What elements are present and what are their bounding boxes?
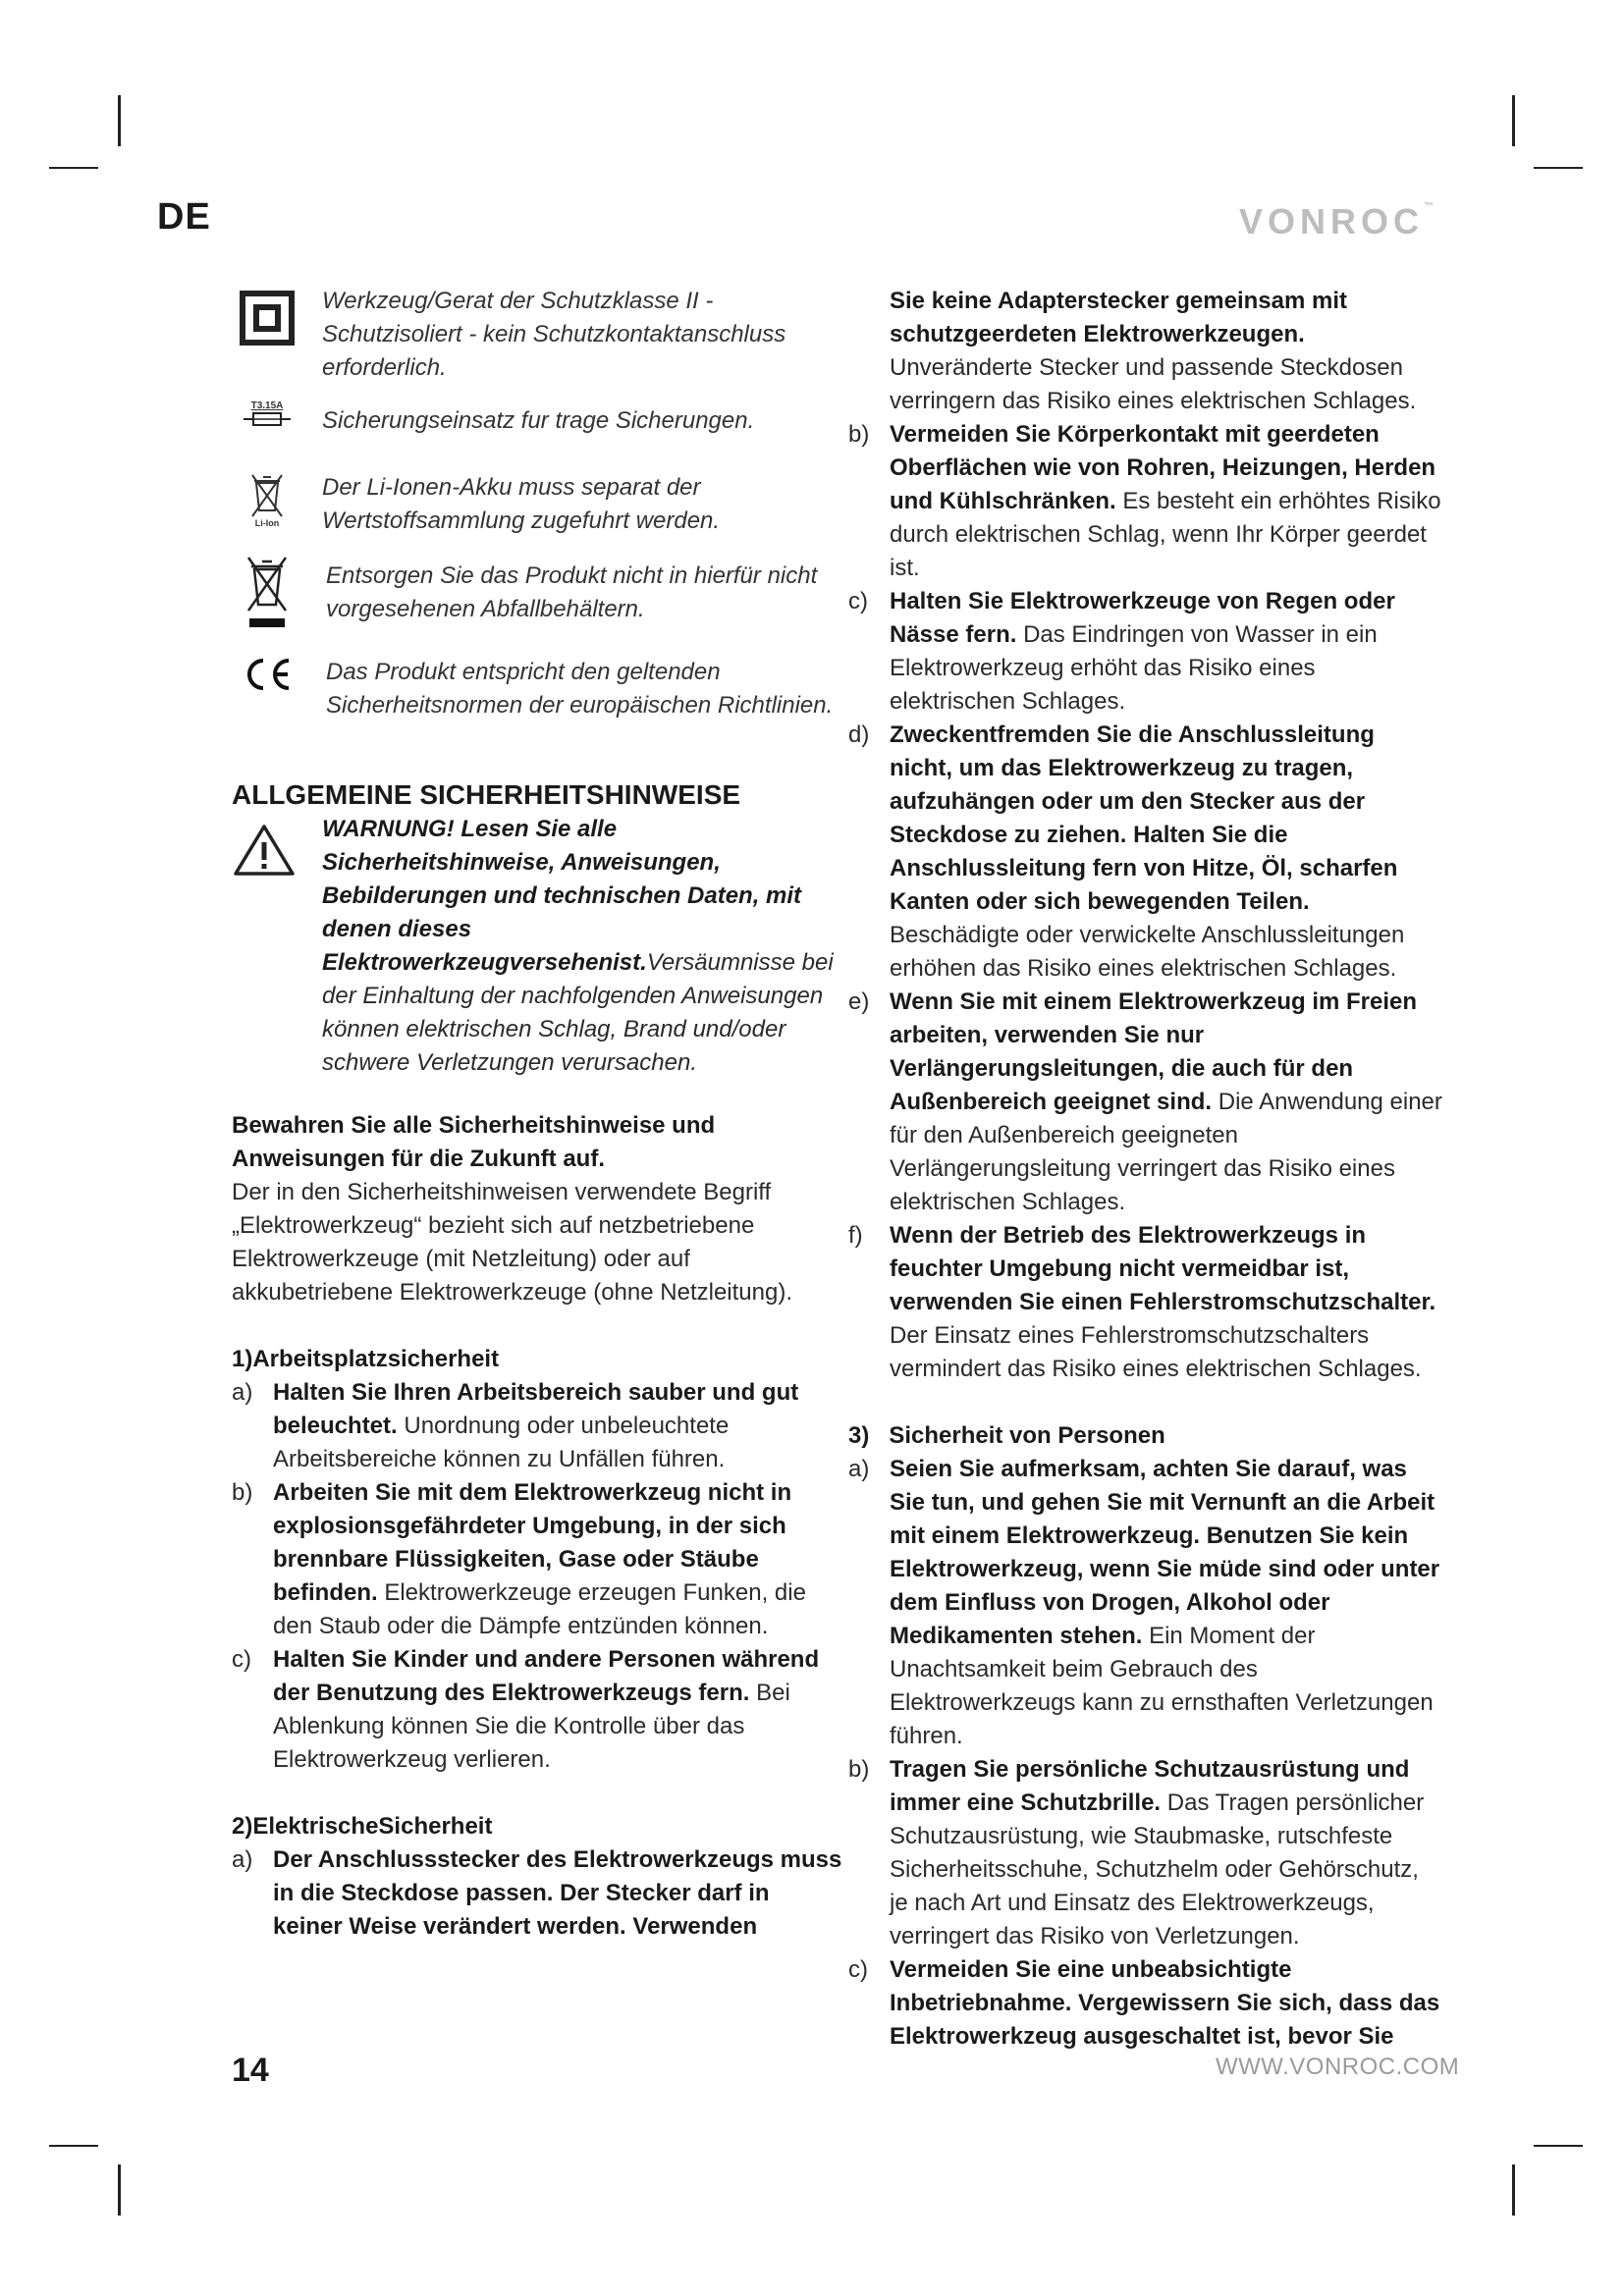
section-3: [848, 1419, 1443, 2054]
symbol-text: Sicherungseinsatz fur trage Sicherungen.: [322, 407, 755, 434]
item-text: Das Tragen persönlicher Schutzausrüstung, wie Staubmaske, rutschfeste Sicherheitsschuhe, Schutzhelm oder Gehörschutz, je nach Art und Einsatz des Elektrowerkzeugs, verringert das Risiko von Verletzungen.: [890, 1789, 1425, 1949]
list-item: [848, 418, 1443, 585]
list-item: [848, 1453, 1443, 1753]
symbol-row: [232, 471, 844, 560]
section-title: 2)ElektrischeSicherheit: [232, 1813, 493, 1840]
item-bold: Der Anschlussstecker des Elektrowerkzeugs muss in die Steckdose passen. Der Stecker darf in keiner Weise verändert werden. Verwenden: [273, 1846, 842, 1940]
item-marker: b): [848, 421, 870, 448]
item-text: Bei Ablenkung können Sie die Kontrolle über das Elektrowerkzeug verlieren.: [273, 1680, 790, 1773]
list-item: [848, 986, 1443, 1219]
item-marker: b): [848, 1756, 870, 1783]
item-text: Es besteht ein erhöhtes Risiko durch elektrischen Schlag, wenn Ihr Körper geerdet ist.: [890, 488, 1441, 581]
keep-bold: Bewahren Sie alle Sicherheitshinweise und Anweisungen für die Zukunft auf.: [232, 1112, 716, 1172]
list-item: [848, 1219, 1443, 1386]
symbol-row: [232, 656, 844, 754]
crop-mark: [118, 2164, 121, 2216]
item-text: Das Eindringen von Wasser in ein Elektrowerkzeug erhöht das Risiko eines elektrischen Schlages.: [890, 621, 1378, 715]
item-text: Unveränderte Stecker und passende Steckdosen verringern das Risiko eines elektrischen Schlages.: [890, 354, 1417, 414]
item-marker: a): [232, 1846, 253, 1873]
list-item: [232, 1376, 844, 1476]
item-marker: d): [848, 721, 870, 748]
list-item-continued: [848, 285, 1443, 418]
item-bold: Seien Sie aufmerksam, achten Sie darauf, was Sie tun, und gehen Sie mit Vernunft an die Arbeit mit einem Elektrowerkzeug. Benutzen Sie kein Elektrowerkzeug, wenn Sie müde sind oder unter dem Einfluss von Drogen, Alkohol oder Medikamenten stehen.: [890, 1456, 1440, 1649]
item-marker: b): [232, 1479, 253, 1506]
symbol-text: Der Li-Ionen-Akku muss separat der Wertstoffsammlung zugefuhrt werden.: [322, 474, 721, 534]
fuse-icon: [232, 400, 302, 427]
item-marker: c): [232, 1646, 251, 1673]
item-bold: Halten Sie Elektrowerkzeuge von Regen oder Nässe fern.: [890, 588, 1395, 648]
item-bold: Zweckentfremden Sie die Anschlussleitung nicht, um das Elektrowerkzeug zu tragen, aufzuhängen oder um den Stecker aus der Steckdose zu ziehen. Halten Sie die Anschlussleitung fern von Hitze, Öl, scharfen Kanten oder sich bewegenden Teilen.: [890, 721, 1398, 915]
keep-instructions: [232, 1109, 844, 1309]
item-marker: e): [848, 988, 870, 1015]
trademark: ™: [1424, 201, 1435, 212]
li-ion-label: Li-Ion: [254, 518, 280, 528]
crop-mark: [49, 167, 98, 169]
keep-text: Der in den Sicherheitshinweisen verwendete Begriff „Elektrowerkzeug“ bezieht sich auf netzbetriebene Elektrowerkzeuge (mit Netzleitung) oder auf akkubetriebene Elektrowerkzeuge (ohne Netzleitung).: [232, 1179, 792, 1306]
crop-mark: [1512, 2164, 1515, 2216]
symbol-text: Das Produkt entspricht den geltenden Sicherheitsnormen der europäischen Richtlinien.: [326, 659, 834, 719]
warning-triangle-icon: [232, 823, 297, 887]
list-item: [848, 585, 1443, 719]
brand-logo: [1239, 201, 1434, 242]
item-bold: Wenn der Betrieb des Elektrowerkzeugs in feuchter Umgebung nicht vermeidbar ist, verwenden Sie einen Fehlerstromschutzschalter.: [890, 1222, 1436, 1315]
item-text: Der Einsatz eines Fehlerstromschutzschalters vermindert das Risiko eines elektrischen Schlages.: [890, 1322, 1422, 1382]
symbol-row: [232, 560, 844, 654]
section-title: 3) Sicherheit von Personen: [848, 1422, 1165, 1449]
item-bold: Vermeiden Sie Körperkontakt mit geerdeten Oberflächen wie von Rohren, Heizungen, Herden und Kühlschränken.: [890, 421, 1436, 514]
brand-name: VONROC: [1239, 201, 1425, 241]
item-bold: Halten Sie Kinder und andere Personen während der Benutzung des Elektrowerkzeugs fern.: [273, 1646, 820, 1706]
list-item: [848, 1753, 1443, 1953]
section-1: [232, 1343, 844, 1777]
item-bold: Wenn Sie mit einem Elektrowerkzeug im Freien arbeiten, verwenden Sie nur Verlängerungsleitungen, die auch für den Außenbereich geeignet sind.: [890, 988, 1418, 1115]
crop-mark: [1512, 95, 1515, 146]
crop-mark: [49, 2145, 98, 2147]
crop-mark: [1534, 167, 1583, 169]
warning-bold: WARNUNG! Lesen Sie alle Sicherheitshinweise, Anweisungen, Bebilderungen und technischen Daten, mit denen dieses Elektrowerkzeugversehenist.: [322, 816, 802, 976]
list-item: [232, 1476, 844, 1643]
item-marker: a): [848, 1456, 870, 1482]
item-text: Beschädigte oder verwickelte Anschlussleitungen erhöhen das Risiko eines elektrischen Schlages.: [890, 922, 1405, 982]
right-column: [848, 285, 1443, 2054]
item-marker: f): [848, 1222, 863, 1249]
crossed-bin-icon: [232, 552, 302, 630]
symbol-text: Entsorgen Sie das Produkt nicht in hierfür nicht vorgesehenen Abfallbehältern.: [326, 562, 818, 622]
double-square-icon: [232, 291, 302, 346]
item-bold: Vermeiden Sie eine unbeabsichtigte Inbetriebnahme. Vergewissern Sie sich, dass das Elektrowerkzeug ausgeschaltet ist, bevor Sie: [890, 1956, 1440, 2050]
item-text: Die Anwendung einer für den Außenbereich geeigneten Verlängerungsleitung verringert das Risiko eines elektrischen Schlages.: [890, 1089, 1442, 1215]
item-text: Elektrowerkzeuge erzeugen Funken, die den Staub oder die Dämpfe entzünden können.: [273, 1579, 806, 1639]
website-url: WWW.VONROC.COM: [1216, 2054, 1460, 2080]
language-code: DE: [157, 196, 211, 238]
item-text: Unordnung oder unbeleuchtete Arbeitsbereiche können zu Unfällen führen.: [273, 1413, 730, 1472]
section-title: 1)Arbeitsplatzsicherheit: [232, 1346, 500, 1372]
warning-block: [232, 813, 844, 1080]
section-2: [232, 1810, 844, 1944]
list-item: [848, 1953, 1443, 2054]
general-safety-heading: ALLGEMEINE SICHERHEITSHINWEISE: [232, 779, 741, 810]
list-item: [848, 719, 1443, 986]
item-bold: Sie keine Adapterstecker gemeinsam mit schutzgeerdeten Elektrowerkzeugen.: [890, 288, 1347, 347]
ce-mark-icon: [232, 658, 302, 691]
li-ion-crossed-bin-icon: [232, 471, 302, 528]
item-marker: a): [232, 1379, 253, 1406]
item-marker: c): [848, 1956, 868, 1983]
crop-mark: [118, 95, 121, 146]
crop-mark: [1534, 2145, 1583, 2147]
symbol-row: [232, 285, 844, 385]
warning-text: Versäumnisse bei der Einhaltung der nachfolgenden Anweisungen können elektrischen Schlag, Brand und/oder schwere Verletzungen verursachen.: [322, 949, 834, 1076]
fuse-rating-label: T3.15A: [250, 400, 284, 411]
list-item: [232, 1643, 844, 1777]
symbol-text: Werkzeug/Gerat der Schutzklasse II - Schutzisoliert - kein Schutzkontaktanschluss erforderlich.: [322, 288, 786, 381]
item-text: Ein Moment der Unachtsamkeit beim Gebrauch des Elektrowerkzeugs kann zu ernsthaften Verletzungen führen.: [890, 1623, 1434, 1749]
list-item: [232, 1843, 844, 1944]
item-bold: Halten Sie Ihren Arbeitsbereich sauber und gut beleuchtet.: [273, 1379, 799, 1439]
symbol-row: [232, 400, 844, 471]
left-column: [232, 285, 844, 1944]
item-bold: Tragen Sie persönliche Schutzausrüstung und immer eine Schutzbrille.: [890, 1756, 1410, 1816]
page-number: 14: [232, 2052, 269, 2089]
item-marker: c): [848, 588, 868, 614]
item-bold: Arbeiten Sie mit dem Elektrowerkzeug nicht in explosionsgefährdeter Umgebung, in der sich brennbare Flüssigkeiten, Gase oder Stäube befinden.: [273, 1479, 792, 1606]
